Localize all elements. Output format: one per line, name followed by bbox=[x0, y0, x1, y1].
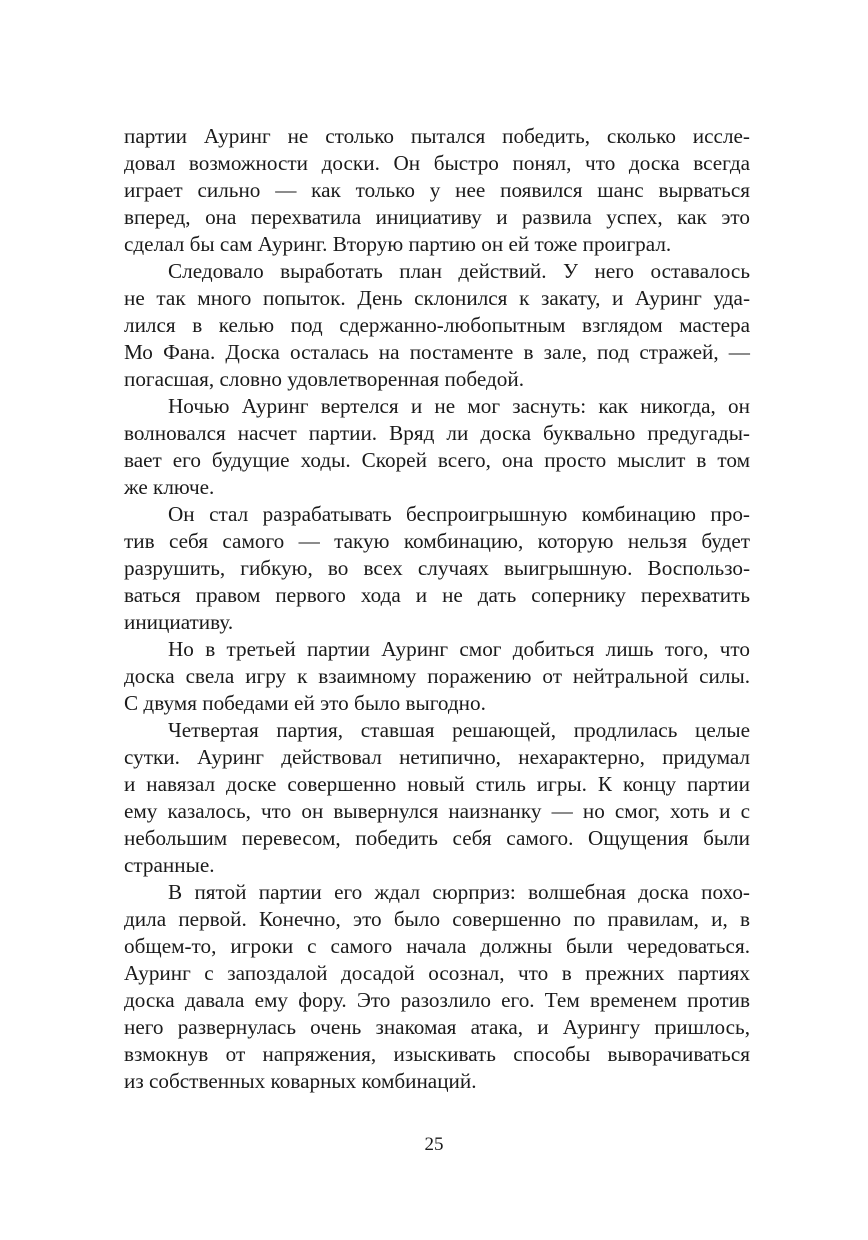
paragraph-6 bbox=[124, 717, 750, 879]
text-line: погасшая, словно удовлетворенная победой. bbox=[124, 367, 525, 391]
text-line: же ключе. bbox=[124, 475, 215, 499]
text-line: играет сильно — как только у нее появился шанс вырваться bbox=[124, 178, 750, 202]
text-line: разрушить, гибкую, во всех случаях выигрышную. Воспользо- bbox=[124, 556, 750, 580]
paragraph-1 bbox=[124, 123, 750, 258]
text-line: сделал бы сам Ауринг. Вторую партию он ей тоже проиграл. bbox=[124, 232, 672, 256]
text-line: волновался насчет партии. Вряд ли доска буквально предугады- bbox=[124, 421, 750, 445]
text-line: из собственных коварных комбинаций. bbox=[124, 1069, 477, 1093]
paragraph-7 bbox=[124, 879, 750, 1095]
paragraph-2 bbox=[124, 258, 750, 393]
text-line: Ночью Ауринг вертелся и не мог заснуть: как никогда, он bbox=[168, 394, 750, 418]
text-line: доска давала ему фору. Это разозлило его. Тем временем против bbox=[124, 988, 750, 1012]
text-line: В пятой партии его ждал сюрприз: волшебная доска похо- bbox=[168, 880, 750, 904]
paragraph-3 bbox=[124, 393, 750, 501]
text-line: партии Ауринг не столько пытался победить, сколько иссле- bbox=[124, 124, 750, 148]
paragraph-5 bbox=[124, 636, 750, 717]
text-line: С двумя победами ей это было выгодно. bbox=[124, 691, 486, 715]
text-line: Ауринг с запоздалой досадой осознал, что в прежних партиях bbox=[124, 961, 750, 985]
text-line: дила первой. Конечно, это было совершенно по правилам, и, в bbox=[124, 907, 750, 931]
text-line: доска свела игру к взаимному поражению от нейтральной силы. bbox=[124, 664, 750, 688]
text-line: и навязал доске совершенно новый стиль игры. К концу партии bbox=[124, 772, 750, 796]
page-number: 25 bbox=[424, 1134, 444, 1155]
text-line: тив себя самого — такую комбинацию, которую нельзя будет bbox=[124, 529, 750, 553]
text-line: Мо Фана. Доска осталась на постаменте в зале, под стражей, — bbox=[124, 340, 750, 364]
text-line: общем-то, игроки с самого начала должны были чередоваться. bbox=[124, 934, 750, 958]
text-line: вперед, она перехватила инициативу и развила успех, как это bbox=[124, 205, 750, 229]
text-line: вает его будущие ходы. Скорей всего, она просто мыслит в том bbox=[124, 448, 750, 472]
text-line: него развернулась очень знакомая атака, и Аурингу пришлось, bbox=[124, 1015, 750, 1039]
text-line: ему казалось, что он вывернулся наизнанку — но смог, хоть и с bbox=[124, 799, 750, 823]
paragraph-4 bbox=[124, 501, 750, 636]
text-line: Следовало выработать план действий. У него оставалось bbox=[168, 259, 750, 283]
text-line: Но в третьей партии Ауринг смог добиться лишь того, что bbox=[168, 637, 750, 661]
text-line: сутки. Ауринг действовал нетипично, нехарактерно, придумал bbox=[124, 745, 750, 769]
text-line: небольшим перевесом, победить себя самого. Ощущения были bbox=[124, 826, 750, 850]
text-line: лился в келью под сдержанно-любопытным взглядом мастера bbox=[124, 313, 750, 337]
page-body-text bbox=[124, 123, 750, 1095]
text-line: Четвертая партия, ставшая решающей, продлилась целые bbox=[168, 718, 750, 742]
text-line: странные. bbox=[124, 853, 215, 877]
text-line: взмокнув от напряжения, изыскивать способы выворачиваться bbox=[124, 1042, 750, 1066]
text-line: не так много попыток. День склонился к закату, и Ауринг уда- bbox=[124, 286, 750, 310]
text-line: инициативу. bbox=[124, 610, 234, 634]
text-line: довал возможности доски. Он быстро понял, что доска всегда bbox=[124, 151, 750, 175]
text-line: ваться правом первого хода и не дать сопернику перехватить bbox=[124, 583, 750, 607]
text-line: Он стал разрабатывать беспроигрышную комбинацию про- bbox=[168, 502, 750, 526]
